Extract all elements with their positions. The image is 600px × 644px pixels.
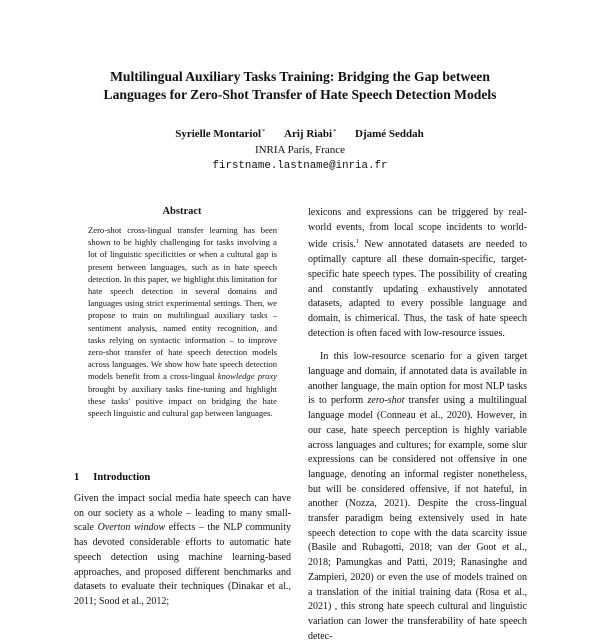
author-name: Djamé Seddah (355, 128, 424, 140)
author-mark: * (262, 128, 266, 135)
intro-paragraph (74, 492, 291, 610)
body-emphasis: zero-shot (367, 395, 405, 407)
author-name: Arij Riabi (284, 128, 333, 140)
author-email: firstname.lastname@inria.fr (212, 160, 388, 172)
author-names (40, 124, 560, 142)
body-text-part: transfer using a multilingual language model (Conneau et al., 2020). However, in our case, hate speech perception is highly variable across languages and cultures; for example, some slur expressions can be considered not offensive in one language, denoting an informal register nonetheless, but will be considered offensive, if not hateful, in another (Nozza, 2021). Despite the cross-lingual transfer paradigm being extensively used in hate speech detection to cope with the data scarcity issue (Basile and Rubagotti, 2018; van der Goot et al., 2018; Pamungkas and Patti, 2019; Ranasinghe and Zampieri, 2020) or even the use of models trained on a translation of the initial training data (Rosa et al., 2021) , this strong hate speech cultural and linguistic variation can lower the transferability of hate speech detec- (308, 395, 527, 642)
right-column (308, 206, 527, 644)
title-line-1: Multilingual Auxiliary Tasks Training: Bridging the Gap between (110, 69, 490, 84)
author-mark: * (333, 128, 337, 135)
author-block (40, 124, 560, 174)
body-text-part: lexicons and expressions can be triggered by real-world events, from local scope incidents to world-wide crisis. (308, 207, 527, 251)
author (284, 128, 336, 140)
body-paragraph (308, 206, 527, 341)
author (175, 128, 265, 140)
author-name: Syrielle Montariol (175, 128, 262, 140)
abstract-heading: Abstract (162, 206, 202, 217)
abstract-text (88, 224, 277, 419)
footnote-marker[interactable]: 1 (356, 238, 360, 246)
intro-text-part: effects – the NLP community has devoted considerable efforts to automatic hate speech detection using machine learning-based approaches, and proposed different benchmarks and datasets to evaluate their techniques (Dinakar et al., 2011; Sood et al., 2012; (74, 522, 291, 607)
section-number: 1 (74, 472, 80, 483)
body-text-part: New annotated datasets are needed to optimally capture all these domain-specific, target-specific hate speech types. The possibility of creating and constantly updating exhaustively annotated datasets, adapted to every possible language and domain, is chimerical. Thus, the task of hate speech detection is often faced with low-resource issues. (308, 239, 527, 339)
intro-text-part: Given the impact social media hate speech can have on our society as a whole – leading to many small-scale (74, 493, 291, 534)
paper-title (40, 68, 560, 104)
abstract-text-part: Zero-shot cross-lingual transfer learning has been shown to be highly challenging for tasks involving a lot of linguistic specificities or when a cultural gap is present between languages, such as in hate speech detection. In this paper, we highlight this limitation for hate speech detection in several domains and languages using strict experimental settings. Then, we propose to train on multilingual auxiliary tasks – sentiment analysis, named entity recognition, and tasks relying on syntactic information – to improve zero-shot transfer of hate speech detection models across languages. We show how hate speech detection models benefit from a cross-lingual (88, 225, 277, 382)
intro-emphasis: Overton window (97, 522, 166, 534)
abstract-text-part: brought by auxiliary tasks fine-tuning and highlight these tasks' positive impact on bridging the hate speech linguistic and cultural gap between languages. (88, 383, 277, 419)
body-text-part: In this low-resource scenario for a given target language and domain, if annotated data is available in another language, the main option for most NLP tasks is to perform (308, 351, 527, 407)
section-heading (74, 472, 150, 483)
affiliation: INRIA Paris, France (254, 144, 346, 156)
abstract-emphasis: knowledge proxy (217, 371, 277, 382)
title-line-2: Languages for Zero-Shot Transfer of Hate Speech Detection Models (103, 87, 497, 102)
author (355, 128, 425, 140)
section-title: Introduction (93, 472, 151, 483)
